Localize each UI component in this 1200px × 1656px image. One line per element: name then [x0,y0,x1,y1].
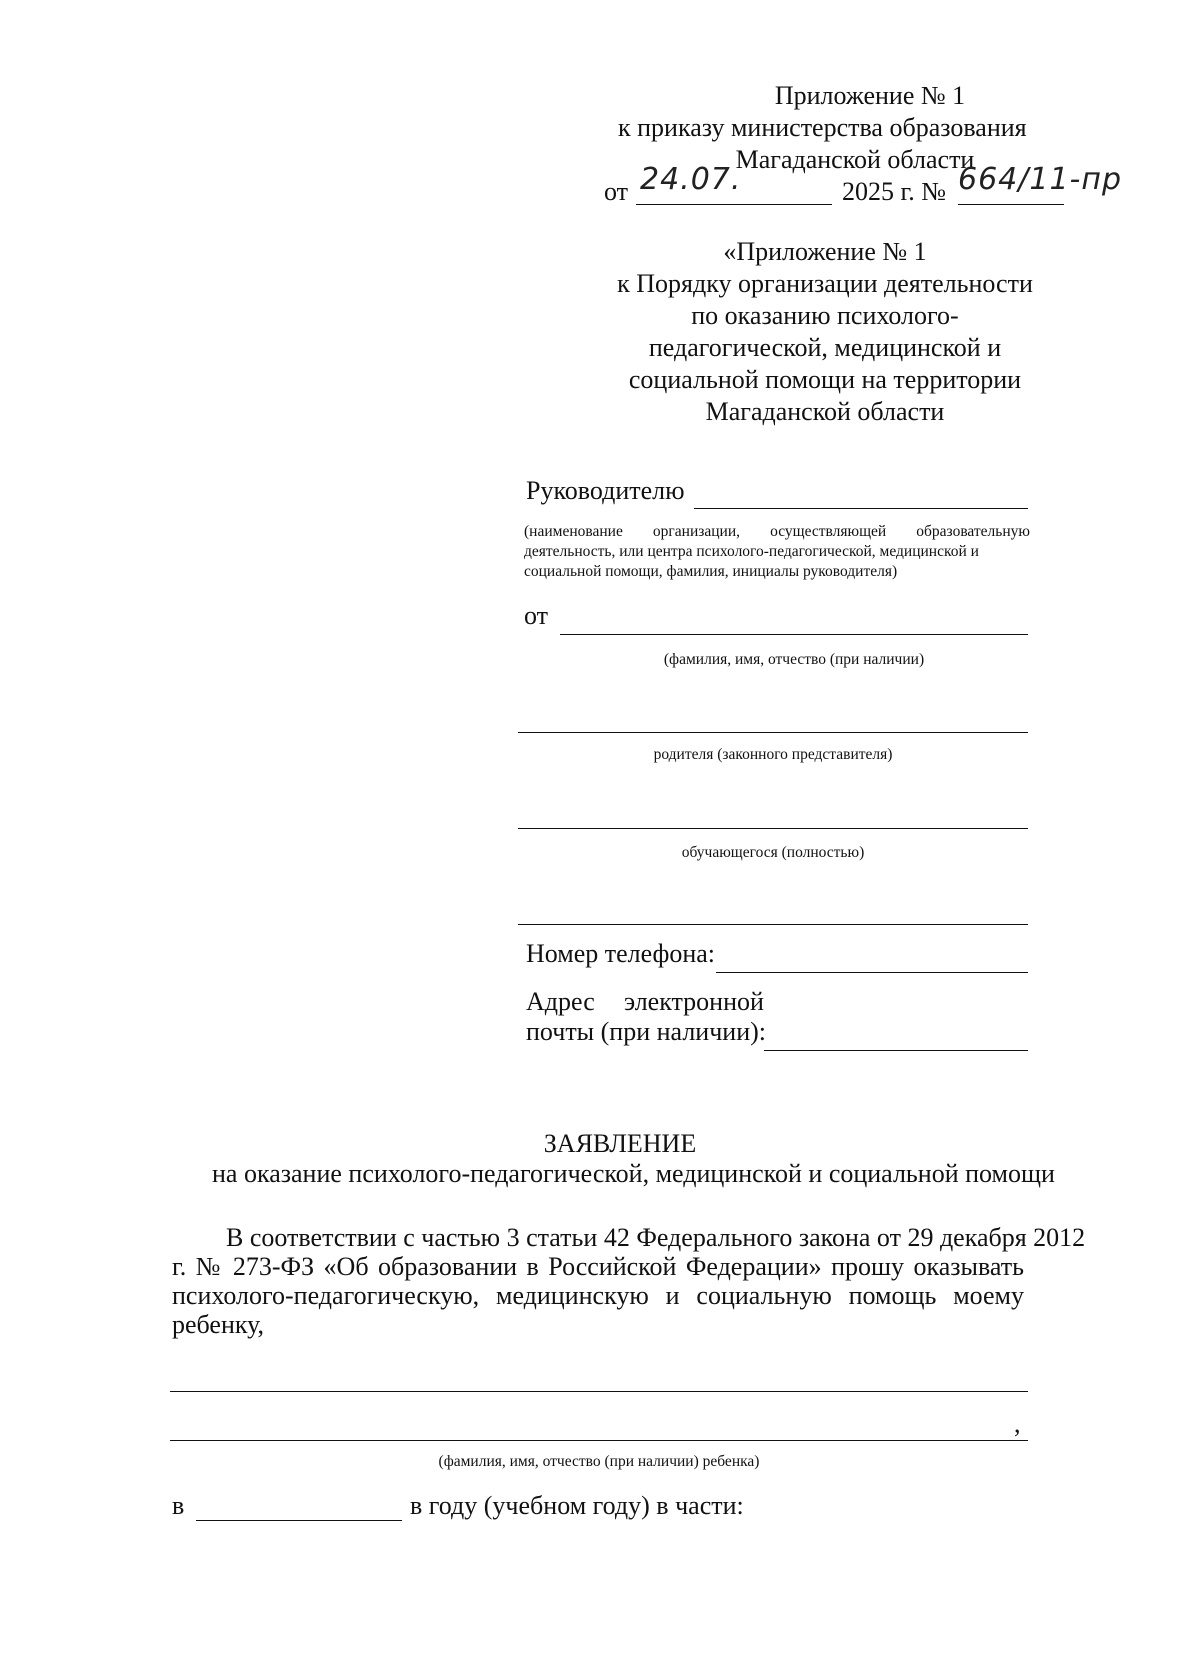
statement-subtitle: на оказание психолого-педагогической, медицинской и социальной помощи [212,1159,1055,1188]
head-hint-line: деятельность, или центра психолого-педагогической, медицинской и [524,543,979,560]
child-name-field-2[interactable] [170,1440,1028,1441]
email-label-electronic: электронной [624,987,764,1016]
date-underline [636,204,832,205]
inner-header-line: «Приложение № 1 [723,237,927,266]
email-field[interactable] [764,1050,1028,1051]
email-label-address: Адрес [526,987,595,1016]
inner-header-line: к Порядку организации деятельности [617,269,1033,298]
head-hint-line: социальной помощи, фамилия, инициалы руководителя) [524,563,898,580]
number-underline [958,204,1064,205]
statement-body-line: ребенку, [172,1310,265,1339]
email-label-mail: почты (при наличии): [526,1017,766,1046]
parent-field[interactable] [518,732,1028,733]
parent-hint: родителя (законного представителя) [653,746,893,763]
head-hint-line: (наименование организации, осуществляющей образовательную [524,523,1030,540]
order-reference: к приказу министерства образования [618,113,1027,142]
inner-appendix-header [600,236,1050,428]
student-field[interactable] [518,828,1028,829]
year-suffix: в году (учебном году) в части: [410,1491,744,1520]
inner-header-line: педагогической, медицинской и [648,333,1002,362]
head-name-field[interactable] [694,508,1028,509]
phone-label: Номер телефона: [526,939,716,968]
from-label: от [524,601,549,630]
statement-body-line: психолого-педагогическую, медицинскую и социальную помощь моему [172,1281,1024,1310]
child-name-comma: , [1014,1409,1021,1438]
to-head-label: Руководителю [526,476,685,505]
appendix-title: Приложение № 1 [774,81,966,110]
head-hint [524,522,1030,582]
statement-body-line: В соответствии с частью 3 статьи 42 Федерального закона от 29 декабря 2012 [226,1223,1086,1252]
year-number-label: 2025 г. № [842,177,947,206]
from-name-field[interactable] [560,634,1028,635]
academic-year-field[interactable] [196,1520,402,1521]
inner-header-line: Магаданской области [705,397,945,426]
statement-title: ЗАЯВЛЕНИЕ [543,1129,697,1158]
year-prefix: в [172,1491,185,1520]
child-hint: (фамилия, имя, отчество (при наличии) ребенка) [438,1453,760,1470]
student-hint: обучающегося (полностью) [681,844,865,861]
handwritten-date: 24.07. [640,162,742,197]
phone-field[interactable] [716,972,1028,973]
statement-body-line: г. № 273-ФЗ «Об образовании в Российской Федерации» прошу оказывать [172,1252,1024,1281]
student-field-extra[interactable] [518,924,1028,925]
order-region: Магаданской области [735,145,975,174]
date-prefix: от [604,177,629,206]
handwritten-order-number: 664/11-пр [958,162,1123,197]
from-hint: (фамилия, имя, отчество (при наличии) [663,651,925,668]
inner-header-line: по оказанию психолого- [691,301,959,330]
inner-header-line: социальной помощи на территории [628,365,1022,394]
child-name-field[interactable] [170,1391,1028,1392]
